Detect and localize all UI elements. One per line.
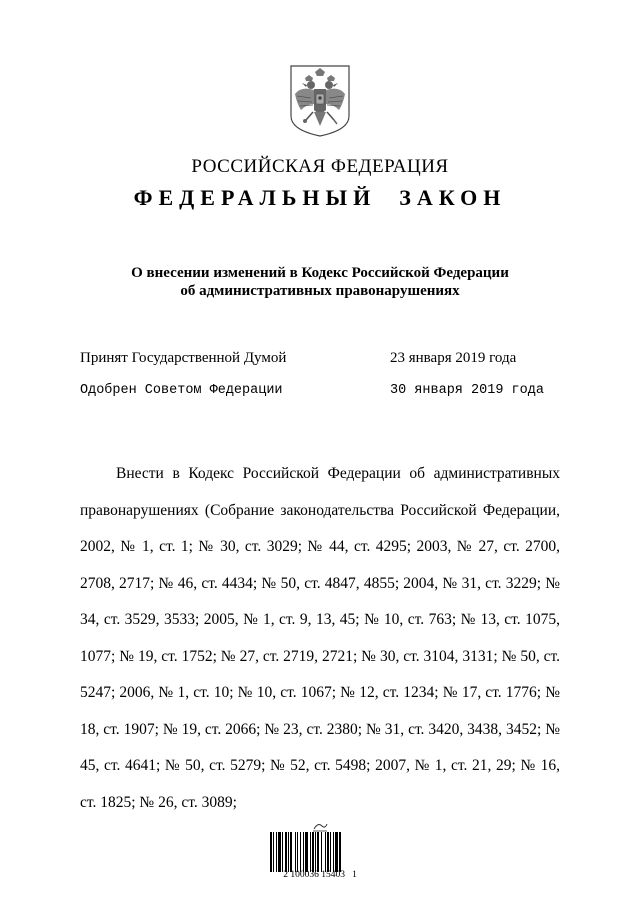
barcode-bar [290,832,292,872]
law-body [80,456,560,821]
law-subject-line-1: О внесении изменений в Кодекс Российской Федерации [131,265,509,281]
law-subject-line-2: об административных правонарушениях [180,283,460,299]
barcode-bar [339,832,341,872]
barcode-bar [305,832,308,872]
country-name: РОССИЙСКАЯ ФЕДЕРАЦИЯ [191,156,449,177]
barcode-bar [297,832,298,872]
barcode-bar [273,832,274,872]
coat-of-arms-emblem [289,64,351,138]
barcode-bar [330,832,331,872]
barcode-bar [310,832,311,872]
duma-adoption-label: Принят Государственной Думой [80,350,287,366]
barcode-bar [317,832,319,872]
council-approval-label: Одобрен Советом Федерации [80,383,283,398]
barcode-bar [276,832,277,872]
barcode-bar [288,832,289,872]
law-type-title: ФЕДЕРАЛЬНЫЙ ЗАКОН [133,185,507,210]
barcode-bar [315,832,316,872]
barcode-bars [270,832,368,872]
barcode-bar [270,832,272,872]
barcode-bar [303,832,304,872]
barcode-bar [321,832,322,872]
duma-adoption-date: 23 января 2019 года [390,350,517,366]
barcode-bar [282,832,283,872]
council-approval-date: 30 января 2019 года [390,383,544,398]
barcode-bar [278,832,281,872]
barcode-bar [300,832,301,872]
printing-mark-icon [312,820,328,832]
barcode-bar [312,832,314,872]
barcode-bar [333,832,334,872]
body-paragraph: Внести в Кодекс Российской Федерации об административных правонарушениях (Собрание законодательства Российской Федерации, 2002, № 1, ст. 1; № 30, ст. 3029; № 44, ст. 4295; 2003, № 27, ст. 2700, 2708, 2717; № 46, ст. 4434; № 50, ст. 4847, 4855; 2004, № 31, ст. 3229; № 34, ст. 3529, 3533; 2005, № 1, ст. 9, 13, 45; № 10, ст. 763; № 13, ст. 1075, 1077; № 19, ст. 1752; № 27, ст. 2719, 2721; № 30, ст. 3104, 3131; № 50, ст. 5247; 2006, № 1, ст. 10; № 10, ст. 1067; № 12, ст. 1234; № 17, ст. 1776; № 18, ст. 1907; № 19, ст. 2066; № 23, ст. 2380; № 31, ст. 3420, 3438, 3452; № 45, ст. 4641; № 50, ст. 5279; № 52, ст. 5498; 2007, № 1, ст. 21, 29; № 16, ст. 1825; № 26, ст. 3089; [80,465,560,811]
barcode-bar [327,832,329,872]
barcode-bar [285,832,287,872]
law-subject [60,264,580,300]
barcode-number: 2 100036 15403 1 [283,870,357,880]
barcode-bar [295,832,296,872]
barcode-bar [325,832,326,872]
double-headed-eagle-icon [289,64,351,138]
barcode-bar [335,832,338,872]
document-barcode [268,820,372,882]
